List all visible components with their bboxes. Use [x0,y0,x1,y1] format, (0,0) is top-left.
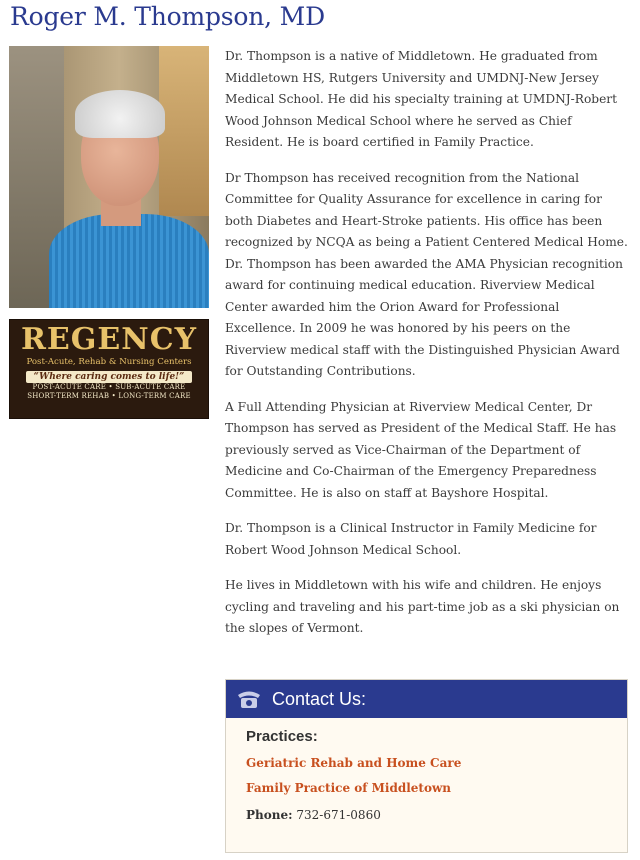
regency-logo[interactable] [9,319,209,419]
bio-paragraph: He lives in Middletown with his wife and children. He enjoys cycling and traveling and his part-time job as a ski physician on the slopes of Vermont. [225,578,620,635]
contact-body [226,718,627,825]
phone-label: Phone: [246,808,293,822]
logo-tagline: “Where caring comes to life!” [26,371,193,383]
telephone-icon [236,689,262,709]
bio-paragraph: Dr. Thompson is a native of Middletown. He graduated from Middletown HS, Rutgers University and UMDNJ-New Jersey Medical School. He did his specialty training at UMDNJ-Robert Wood Johnson Medical School where he served as Chief Resident. He is board certified in Family Practice. [225,49,618,149]
logo-services-line-1: POST-ACUTE CARE • SUB-ACUTE CARE [32,383,186,391]
logo-wordmark: REGENCY [21,322,197,357]
bio-paragraph: Dr. Thompson is a Clinical Instructor in Family Medicine for Robert Wood Johnson Medical School. [225,521,597,557]
bio-paragraph: A Full Attending Physician at Riverview Medical Center, Dr Thompson has served as President of the Medical Staff. He has previously served as Vice-Chairman of the Department of Medicine and Co-Chairman of the Emergency Preparedness Committee. He is also on staff at Bayshore Hospital. [225,399,617,500]
phone-row [246,805,627,825]
bio-content [225,46,630,654]
bio-paragraph: Dr Thompson has received recognition from the National Committee for Quality Assurance for excellence in caring for both Diabetes and Heart-Stroke patients. His office has been recognized by NCQA as being a Patient Centered Medical Home. Dr. Thompson has been awarded the AMA Physician recognition award for continuing medical education. Riverview Medical Center awarded him the Orion Award for Professional Excellence. In 2009 he was honored by his peers on the Riverview medical staff with the Distinguished Physician Award for Outstanding Contributions. [225,170,628,378]
sidebar [9,46,209,419]
practice-link-family-practice[interactable]: Family Practice of Middletown [246,781,452,795]
logo-services-line-2: SHORT-TERM REHAB • LONG-TERM CARE [27,392,191,400]
phone-number[interactable]: 732-671-0860 [296,808,381,822]
page-title: Roger M. Thompson, MD [10,2,325,31]
logo-subtitle: Post-Acute, Rehab & Nursing Centers [26,357,192,367]
practice-link-geriatric-rehab[interactable]: Geriatric Rehab and Home Care [246,756,462,770]
contact-box [225,679,628,853]
contact-header [226,680,627,718]
bio-text [225,46,630,640]
contact-heading: Contact Us: [272,688,367,709]
practices-heading: Practices: [246,728,318,745]
doctor-photo [9,46,209,308]
